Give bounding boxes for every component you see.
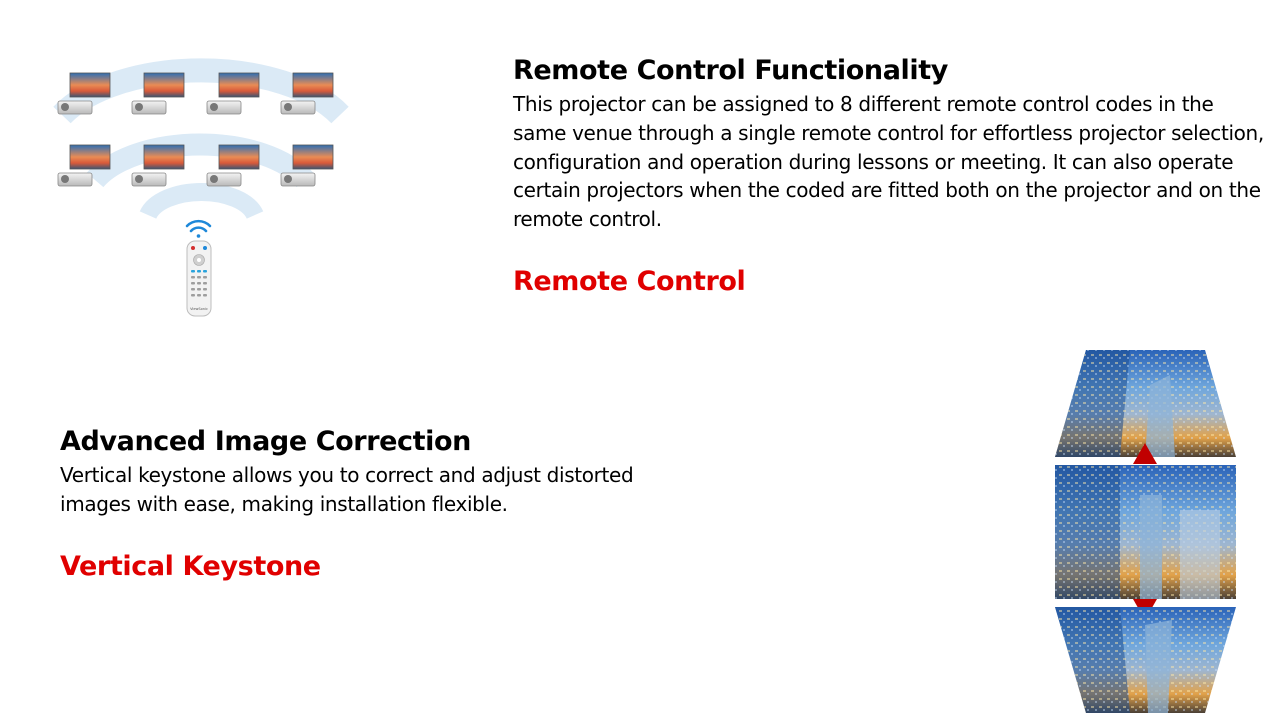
keystone-image-bottom — [1055, 607, 1236, 713]
keystone-image-top — [1055, 350, 1236, 457]
keystone-image-middle — [1055, 465, 1236, 599]
remote-brand-label: ViewSonic — [190, 307, 208, 311]
wifi-icon — [187, 221, 210, 238]
remote-section-description: This projector can be assigned to 8 different remote control codes in the same venue through a single remote control for effortless projector selection, configuration and operation during lessons or meeting. It can also operate certain projectors when the coded are fitted both on the projector and on the remote control. — [513, 92, 1264, 232]
remote-control-label: Remote Control — [513, 266, 746, 297]
keystone-section-description: Vertical keystone allows you to correct and adjust distorted images with ease, making installation flexible. — [60, 463, 634, 516]
remote-section-title: Remote Control Functionality — [513, 55, 948, 86]
projector-unit — [58, 73, 110, 114]
vertical-keystone-label: Vertical Keystone — [60, 551, 321, 582]
keystone-section-title: Advanced Image Correction — [60, 426, 471, 457]
remote-control-illustration — [40, 40, 370, 330]
keystone-illustration — [1050, 345, 1240, 715]
remote-control-icon — [187, 241, 211, 316]
